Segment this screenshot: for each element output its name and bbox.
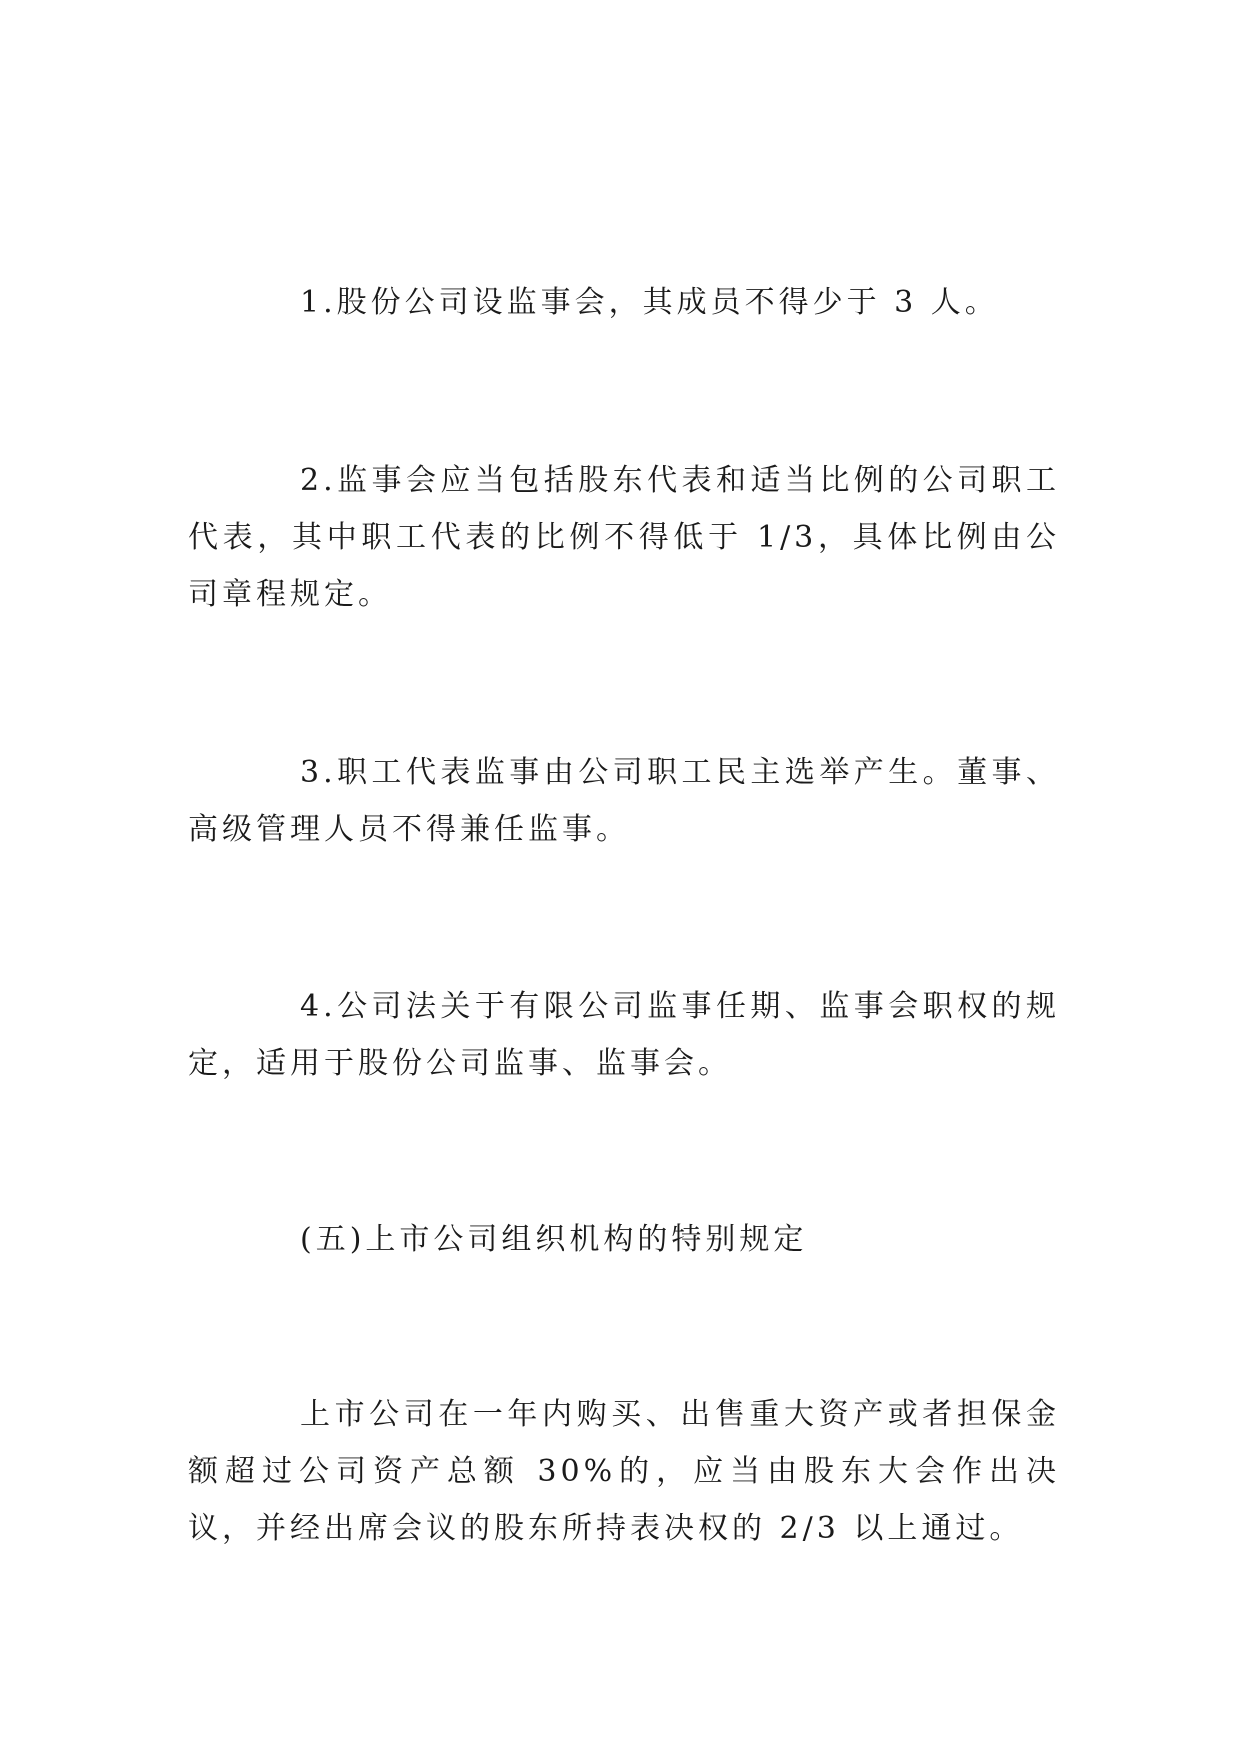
paragraph-employee-supervisor-election: 3.职工代表监事由公司职工民主选举产生。董事、高级管理人员不得兼任监事。 xyxy=(188,755,1060,847)
section-heading-listed-company: (五)上市公司组织机构的特别规定 xyxy=(300,1222,808,1257)
paragraph-major-asset-resolution: 上市公司在一年内购买、出售重大资产或者担保金额超过公司资产总额 30%的，应当由股东大会作出决议，并经出席会议的股东所持表决权的 2/3 以上通过。 xyxy=(188,1397,1060,1546)
paragraph-supervisor-term-rules: 4.公司法关于有限公司监事任期、监事会职权的规定，适用于股份公司监事、监事会。 xyxy=(188,989,1060,1081)
paragraph-supervisory-board-composition: 2.监事会应当包括股东代表和适当比例的公司职工代表，其中职工代表的比例不得低于 1/3，具体比例由公司章程规定。 xyxy=(188,463,1060,612)
paragraph-supervisory-board-size: 1.股份公司设监事会，其成员不得少于 3 人。 xyxy=(300,285,999,320)
